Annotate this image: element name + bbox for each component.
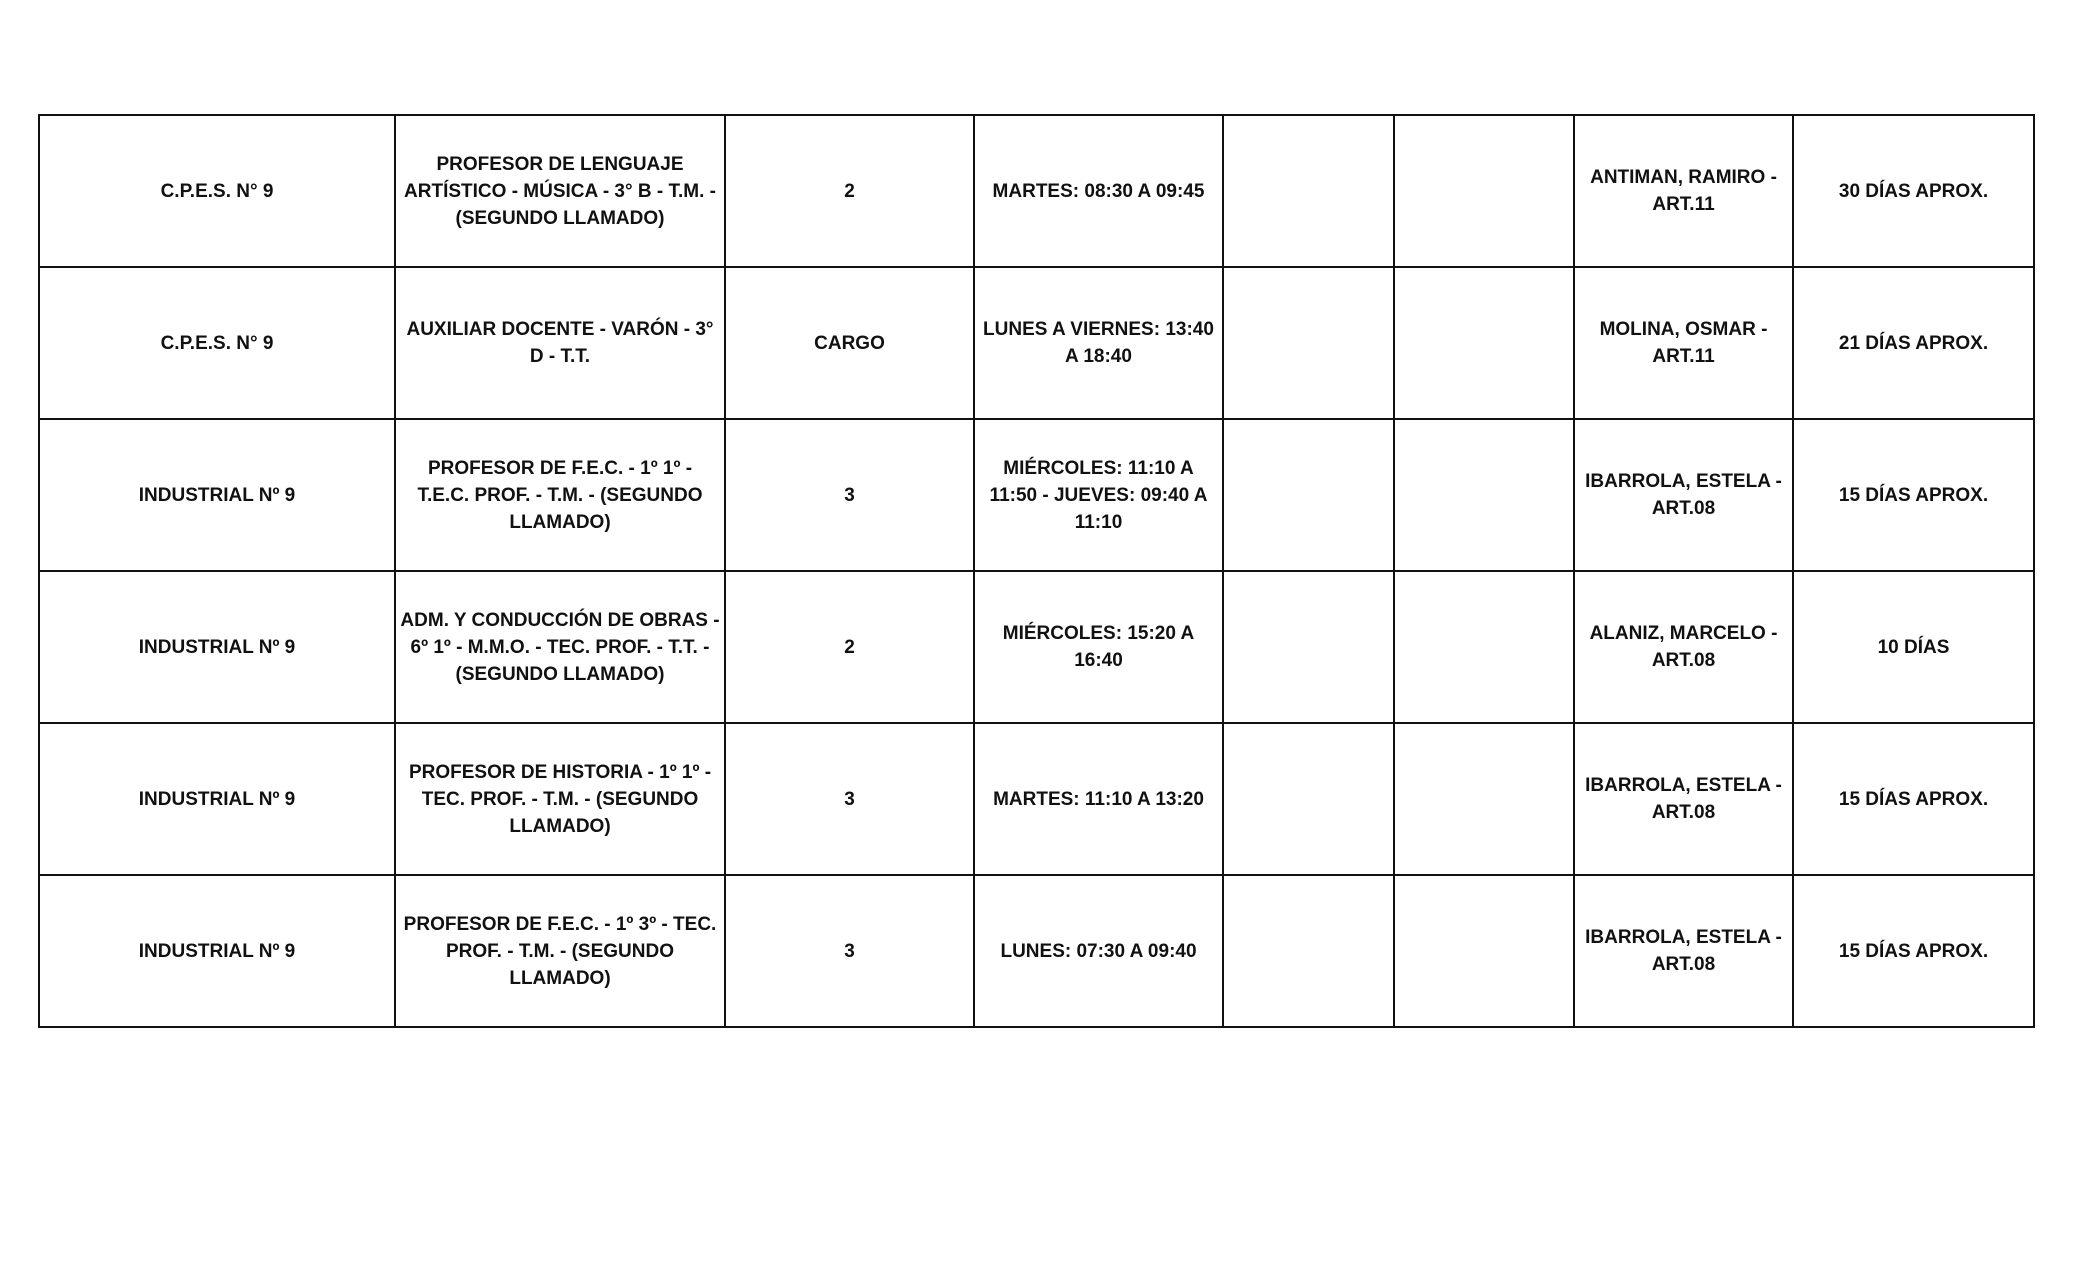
vacancies-table bbox=[38, 114, 2035, 1028]
schedule-cell: LUNES: 07:30 A 09:40 bbox=[974, 875, 1223, 1027]
empty-cell bbox=[1223, 723, 1394, 875]
duration-cell: 10 DÍAS bbox=[1793, 571, 2034, 723]
empty-cell bbox=[1223, 571, 1394, 723]
duration-cell: 21 DÍAS APROX. bbox=[1793, 267, 2034, 419]
hours-cell: 3 bbox=[725, 419, 974, 571]
schedule-cell: MIÉRCOLES: 11:10 A 11:50 - JUEVES: 09:40 A 11:10 bbox=[974, 419, 1223, 571]
duration-cell: 15 DÍAS APROX. bbox=[1793, 723, 2034, 875]
position-cell: PROFESOR DE F.E.C. - 1º 1º - T.E.C. PROF. - T.M. - (SEGUNDO LLAMADO) bbox=[395, 419, 725, 571]
empty-cell bbox=[1223, 115, 1394, 267]
empty-cell bbox=[1394, 571, 1574, 723]
schedule-cell: MARTES: 11:10 A 13:20 bbox=[974, 723, 1223, 875]
school-cell: C.P.E.S. N° 9 bbox=[39, 115, 395, 267]
holder-cell: MOLINA, OSMAR - ART.11 bbox=[1574, 267, 1793, 419]
table-row bbox=[39, 419, 2034, 571]
document-sheet bbox=[38, 114, 2033, 1028]
holder-cell: IBARROLA, ESTELA - ART.08 bbox=[1574, 875, 1793, 1027]
hours-cell: 3 bbox=[725, 723, 974, 875]
position-cell: PROFESOR DE F.E.C. - 1º 3º - TEC. PROF. - T.M. - (SEGUNDO LLAMADO) bbox=[395, 875, 725, 1027]
empty-cell bbox=[1394, 723, 1574, 875]
position-cell: PROFESOR DE HISTORIA - 1º 1º - TEC. PROF. - T.M. - (SEGUNDO LLAMADO) bbox=[395, 723, 725, 875]
position-cell: PROFESOR DE LENGUAJE ARTÍSTICO - MÚSICA - 3° B - T.M. - (SEGUNDO LLAMADO) bbox=[395, 115, 725, 267]
table-row bbox=[39, 571, 2034, 723]
holder-cell: ALANIZ, MARCELO - ART.08 bbox=[1574, 571, 1793, 723]
position-cell: ADM. Y CONDUCCIÓN DE OBRAS - 6º 1º - M.M.O. - TEC. PROF. - T.T. - (SEGUNDO LLAMADO) bbox=[395, 571, 725, 723]
empty-cell bbox=[1223, 419, 1394, 571]
school-cell: INDUSTRIAL Nº 9 bbox=[39, 419, 395, 571]
table-row bbox=[39, 875, 2034, 1027]
school-cell: INDUSTRIAL Nº 9 bbox=[39, 723, 395, 875]
duration-cell: 15 DÍAS APROX. bbox=[1793, 875, 2034, 1027]
empty-cell bbox=[1394, 267, 1574, 419]
school-cell: INDUSTRIAL Nº 9 bbox=[39, 571, 395, 723]
schedule-cell: MARTES: 08:30 A 09:45 bbox=[974, 115, 1223, 267]
school-cell: C.P.E.S. N° 9 bbox=[39, 267, 395, 419]
schedule-cell: LUNES A VIERNES: 13:40 A 18:40 bbox=[974, 267, 1223, 419]
school-cell: INDUSTRIAL Nº 9 bbox=[39, 875, 395, 1027]
position-cell: AUXILIAR DOCENTE - VARÓN - 3° D - T.T. bbox=[395, 267, 725, 419]
table-row bbox=[39, 723, 2034, 875]
empty-cell bbox=[1394, 115, 1574, 267]
empty-cell bbox=[1394, 419, 1574, 571]
empty-cell bbox=[1223, 267, 1394, 419]
duration-cell: 15 DÍAS APROX. bbox=[1793, 419, 2034, 571]
hours-cell: 2 bbox=[725, 115, 974, 267]
table-row bbox=[39, 115, 2034, 267]
hours-cell: 2 bbox=[725, 571, 974, 723]
empty-cell bbox=[1394, 875, 1574, 1027]
empty-cell bbox=[1223, 875, 1394, 1027]
schedule-cell: MIÉRCOLES: 15:20 A 16:40 bbox=[974, 571, 1223, 723]
hours-cell: CARGO bbox=[725, 267, 974, 419]
hours-cell: 3 bbox=[725, 875, 974, 1027]
holder-cell: IBARROLA, ESTELA - ART.08 bbox=[1574, 419, 1793, 571]
holder-cell: ANTIMAN, RAMIRO - ART.11 bbox=[1574, 115, 1793, 267]
table-row bbox=[39, 267, 2034, 419]
duration-cell: 30 DÍAS APROX. bbox=[1793, 115, 2034, 267]
holder-cell: IBARROLA, ESTELA - ART.08 bbox=[1574, 723, 1793, 875]
